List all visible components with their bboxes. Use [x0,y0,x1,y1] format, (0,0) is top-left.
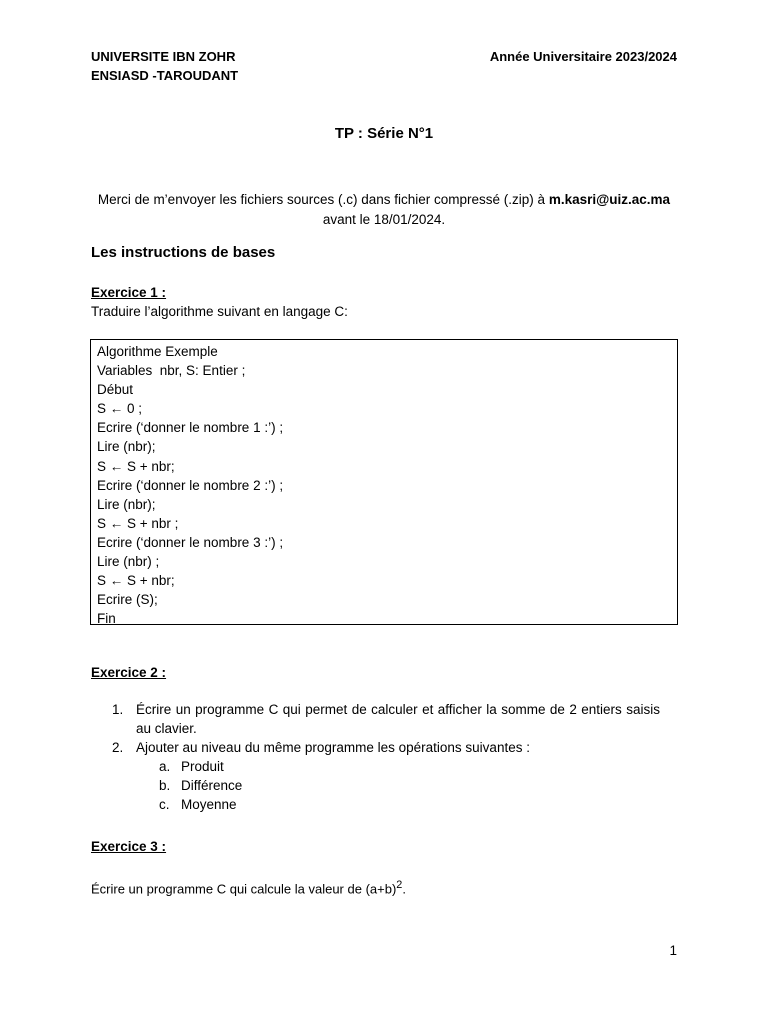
list-item-text: Écrire un programme C qui permet de calculer et afficher la somme de 2 entiers saisis au clavier. [136,702,660,736]
exercise2-title: Exercice 2 : [91,665,167,680]
contact-email: m.kasri@uiz.ac.ma [548,192,671,207]
algorithm-box [90,339,678,625]
algorithm-line: S ← 0 ; [97,401,143,417]
algorithm-line: Lire (nbr); [97,496,156,512]
sublist-item-text: Produit [181,759,224,774]
exercise2-list [108,700,660,814]
algorithm-line: Début [97,382,134,398]
section-title: Les instructions de bases [91,244,276,261]
exercise3-exponent: 2 [396,879,403,891]
page-number: 1 [669,943,677,958]
algorithm-line: S ← S + nbr; [97,458,175,474]
deadline-text: avant le 18/01/2024. [322,212,446,227]
algorithm-line: Lire (nbr); [97,439,156,455]
header-institution [91,47,238,85]
algorithm-line: S ← S + nbr ; [97,515,179,531]
school-name: ENSIASD -TAROUDANT [91,68,239,83]
list-item-text: Ajouter au niveau du même programme les opérations suivantes : [136,740,530,755]
sublist-item [159,776,660,795]
algorithm-line: Fin [97,611,116,627]
list-item [108,700,660,738]
algorithm-line: Ecrire (‘donner le nombre 1 :’) ; [97,420,284,436]
algorithm-line: Lire (nbr) ; [97,554,160,570]
sublist-item-letter: c. [159,797,170,812]
sublist-item-letter: a. [159,759,171,774]
algorithm-line: Ecrire (S); [97,592,158,608]
list-item-number: 1. [112,702,124,717]
exercise3-period: . [402,881,406,897]
algorithm-line: S ← S + nbr; [97,573,175,589]
submission-instructions [0,190,768,230]
sublist-item-letter: b. [159,778,171,793]
sublist-item [159,795,660,814]
algorithm-line: Variables nbr, S: Entier ; [97,363,246,379]
sublist-item-text: Moyenne [181,797,237,812]
document-title: TP : Série N°1 [334,125,434,142]
exercise1-text: Traduire l’algorithme suivant en langage C: [91,304,348,319]
exercise3-text [91,876,406,898]
university-name: UNIVERSITE IBN ZOHR [91,49,236,64]
exercise1-title: Exercice 1 : [91,285,167,300]
algorithm-line: Algorithme Exemple [97,344,218,359]
list-item-number: 2. [112,740,124,755]
list-item [108,738,660,814]
sublist-item [159,757,660,776]
exercise3-title: Exercice 3 : [91,839,167,854]
academic-year: Année Universitaire 2023/2024 [489,49,677,64]
algorithm-line: Ecrire (‘donner le nombre 3 :’) ; [97,534,284,550]
operations-sublist [159,757,660,814]
exercise3-statement: Écrire un programme C qui calcule la valeur de (a+b) [91,881,397,897]
instructions-text: Merci de m’envoyer les fichiers sources (.c) dans fichier compressé (.zip) à [97,192,549,207]
sublist-item-text: Différence [181,778,243,793]
algorithm-line: Ecrire (‘donner le nombre 2 :’) ; [97,477,284,493]
